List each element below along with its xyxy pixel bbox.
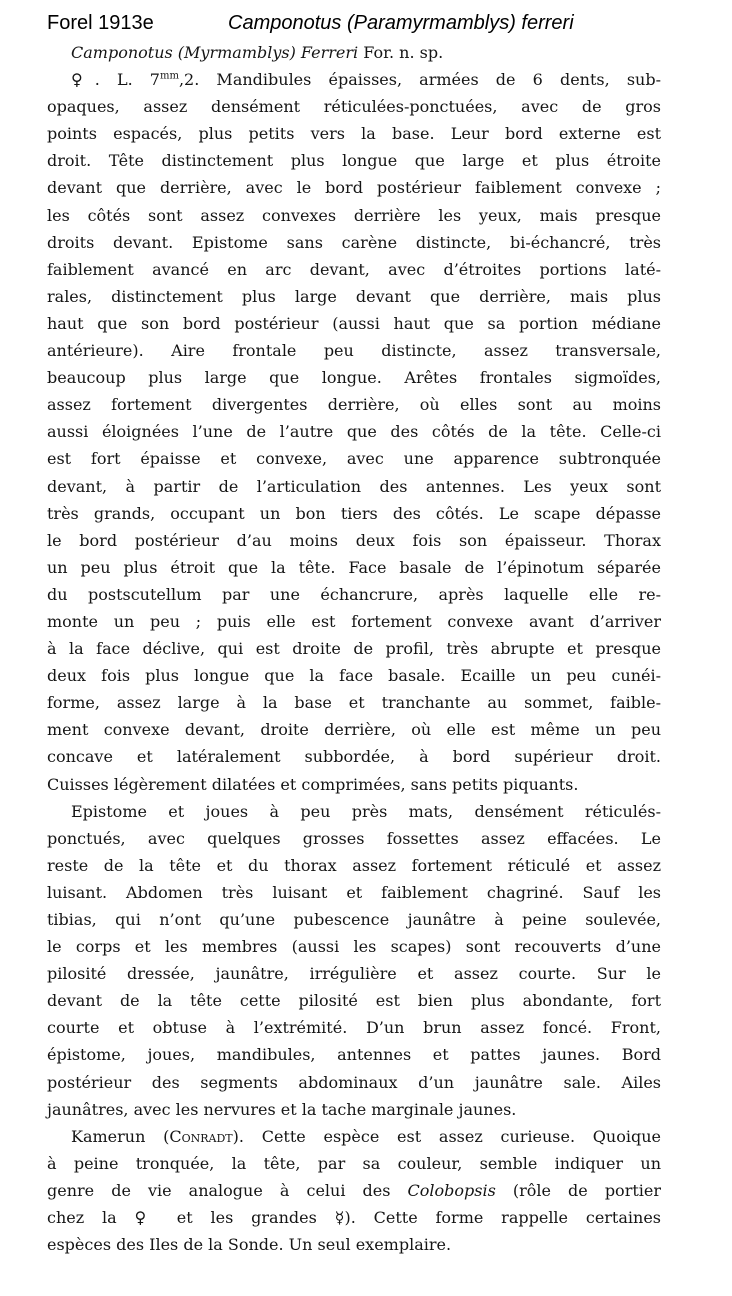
- text-line: postérieur des segments abdominaux d’un jaunâtre sale. Ailes: [47, 1072, 661, 1092]
- female-symbol: ♀: [134, 1208, 159, 1228]
- species-name: Camponotus (Myrmamblys) Ferreri: [71, 43, 359, 62]
- paragraph-sculpture-color: [47, 798, 661, 1123]
- text-line: à peine tronquée, la tête, par sa couleur, semble indiquer un: [47, 1153, 661, 1173]
- description-text: [47, 39, 661, 1258]
- text-line: droit. Tête distinctement plus longue que large et plus étroite: [47, 151, 661, 171]
- text-line: genre de vie analogue à celui des Colobopsis (rôle de portier: [47, 1180, 661, 1200]
- text-line: courte et obtuse à l’extrémité. D’un brun assez foncé. Front,: [47, 1018, 661, 1038]
- text-line: droits devant. Epistome sans carène distincte, bi-échancré, très: [47, 232, 661, 252]
- text-line: haut que son bord postérieur (aussi haut que sa portion médiane: [47, 313, 661, 333]
- paragraph-morphology: [47, 66, 661, 798]
- text-line: assez fortement divergentes derrière, où elles sont au moins: [47, 395, 661, 415]
- text-line: les côtés sont assez convexes derrière les yeux, mais presque: [47, 205, 661, 225]
- species-title: [47, 39, 661, 66]
- text-line: faiblement avancé en arc devant, avec d’étroites portions laté-: [47, 259, 661, 279]
- text-line: aussi éloignées l’une de l’autre que des côtés de la tête. Celle-ci: [47, 422, 661, 442]
- text-line: est fort épaisse et convexe, avec une apparence subtronquée: [47, 449, 661, 469]
- female-symbol: ♀: [71, 70, 95, 90]
- text-line: antérieure). Aire frontale peu distincte, assez transversale,: [47, 341, 661, 361]
- text-line: jaunâtres, avec les nervures et la tache marginale jaunes.: [47, 1099, 517, 1119]
- text-line: Epistome et joues à peu près mats, densément réticulés-: [71, 801, 661, 821]
- text-line: concave et latéralement subbordée, à bord supérieur droit.: [47, 747, 661, 767]
- text-line: très grands, occupant un bon tiers des côtés. Le scape dépasse: [47, 503, 661, 523]
- text-line: ponctués, avec quelques grosses fossettes assez effacées. Le: [47, 828, 661, 848]
- text-line: à la face déclive, qui est droite de profil, très abrupte et presque: [47, 639, 661, 659]
- text-line: monte un peu ; puis elle est fortement convexe avant d’arriver: [47, 611, 661, 631]
- text-line: le bord postérieur d’au moins deux fois son épaisseur. Thorax: [47, 530, 661, 550]
- text-line: chez la ♀ et les grandes ☿). Cette forme rappelle certaines: [47, 1208, 661, 1228]
- text-line: épistome, joues, mandibules, antennes et pattes jaunes. Bord: [47, 1045, 661, 1065]
- text-line: pilosité dressée, jaunâtre, irrégulière et assez courte. Sur le: [47, 964, 661, 984]
- text-line: un peu plus étroit que la tête. Face basale de l’épinotum séparée: [47, 557, 661, 577]
- page-header: [47, 10, 692, 36]
- species-author: For. n. sp.: [363, 43, 444, 62]
- text-line: deux fois plus longue que la face basale. Ecaille un peu cunéi-: [47, 666, 661, 686]
- text-line: forme, assez large à la base et tranchante au sommet, faible-: [47, 693, 661, 713]
- text-line: devant, à partir de l’articulation des antennes. Les yeux sont: [47, 476, 661, 496]
- text-line: points espacés, plus petits vers la base. Leur bord externe est: [47, 124, 661, 144]
- text-line: devant que derrière, avec le bord postérieur faiblement convexe ;: [47, 178, 661, 198]
- text-line: opaques, assez densément réticulées-ponctuées, avec de gros: [47, 97, 661, 117]
- species-header: Camponotus (Paramyrmamblys) ferreri: [228, 12, 574, 34]
- paragraph-locality: [47, 1123, 661, 1258]
- text-line: rales, distinctement plus large devant que derrière, mais plus: [47, 286, 661, 306]
- text-line: luisant. Abdomen très luisant et faiblement chagriné. Sauf les: [47, 882, 661, 902]
- text-line: du postscutellum par une échancrure, après laquelle elle re-: [47, 584, 661, 604]
- text-line: espèces des Iles de la Sonde. Un seul exemplaire.: [47, 1235, 452, 1255]
- text-line: beaucoup plus large que longue. Arêtes frontales sigmoïdes,: [47, 368, 661, 388]
- citation-label: Forel 1913e: [47, 12, 154, 34]
- text-line: Kamerun (Conradt). Cette espèce est assez curieuse. Quoique: [71, 1126, 661, 1146]
- text-line: ment convexe devant, droite derrière, où elle est même un peu: [47, 720, 661, 740]
- collector-name: Conradt: [169, 1126, 233, 1146]
- text-line: devant de la tête cette pilosité est bien plus abondante, fort: [47, 991, 661, 1011]
- text-line: le corps et les membres (aussi les scapes) sont recouverts d’une: [47, 937, 661, 957]
- text-line: tibias, qui n’ont qu’une pubescence jaunâtre à peine soulevée,: [47, 910, 661, 929]
- text-line: reste de la tête et du thorax assez fortement réticulé et assez: [47, 855, 661, 875]
- worker-symbol: ☿: [334, 1208, 345, 1228]
- text-line: Cuisses légèrement dilatées et comprimées, sans petits piquants.: [47, 774, 579, 794]
- genus-reference: Colobopsis: [407, 1180, 496, 1200]
- text-line: ♀. L. $7^{mm},2$. Mandibules épaisses, armées de 6 dents, sub-: [71, 70, 661, 90]
